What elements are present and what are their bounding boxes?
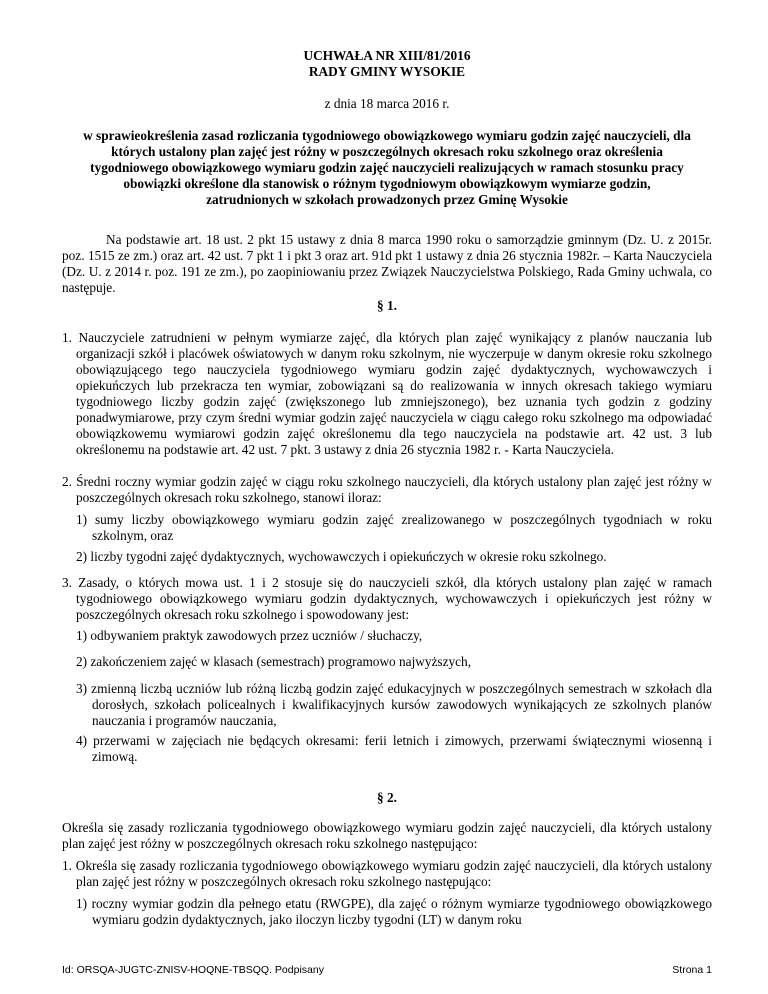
section-1-point-3-item-2: 2) zakończeniem zajęć w klasach (semestrach) programowo najwyższych,	[76, 654, 472, 669]
section-1-point-3: 3. Zasady, o których mowa ust. 1 i 2 stosuje się do nauczycieli szkół, dla których ustalony plan zajęć w ramach tygodniowego obowiązkowego wymiaru godzin dydaktycznych, wychowawczych i opiekuńczych jest różny w poszczególnych okresach roku szkolnego i spowodowany jest:	[62, 575, 712, 622]
resolution-subject: w sprawieokreślenia zasad rozliczania tygodniowego obowiązkowego wymiaru godzin zajęć nauczycieli, dla których ustalony plan zajęć jest różny w poszczególnych okresach roku szkolnego oraz określenia tygodniowego obowiązkowego wymiaru godzin zajęć nauczycieli realizujących w ramach stosunku pracy obowiązki określone dla stanowisk o różnym tygodniowym obowiązkowym wymiarze godzin, zatrudnionych w szkołach prowadzonych przez Gminę Wysokie	[83, 128, 691, 207]
section-1-point-3-item-1: 1) odbywaniem praktyk zawodowych przez uczniów / słuchaczy,	[76, 628, 423, 643]
page-number-footer: Strona 1	[672, 964, 712, 976]
section-1-point-2-item-1: 1) sumy liczby obowiązkowego wymiaru godzin zajęć zrealizowanego w poszczególnych tygodniach w roku szkolnym, oraz	[76, 512, 712, 543]
section-1-point-2-item-2: 2) liczby tygodni zajęć dydaktycznych, wychowawczych i opiekuńczych w okresie roku szkolnego.	[76, 549, 607, 564]
section-1-point-1: 1. Nauczyciele zatrudnieni w pełnym wymiarze zajęć, dla których plan zajęć wynikający z planów nauczania lub organizacji szkół i placówek oświatowych w danym roku szkolnym, nie wyczerpuje w danym okresie roku szkolnego obowiązującego tego nauczyciela tygodniowego wymiaru godzin zajęć dydaktycznych, wychowawczych i opiekuńczych lub przekracza ten wymiar, zobowiązani są do realizowania w innych okresach takiego wymiaru tygodniowego liczby godzin zajęć (zwiększonego lub zmniejszonego), bez uznania tych godzin z godziny ponadwymiarowe, przy czym średni wymiar godzin zajęć nauczyciela w ciągu całego roku szkolnego ma odpowiadać obowiązkowemu wymiarowi godzin zajęć określonemu dla tego nauczyciela na podstawie art. 42 ust. 3 lub określonemu na podstawie art. 42 ust. 7 pkt. 3 ustawy z dnia 26 stycznia 1982 r. - Karta Nauczyciela.	[62, 330, 712, 457]
section-2-point-1: 1. Określa się zasady rozliczania tygodniowego obowiązkowego wymiaru godzin zajęć nauczycieli, dla których ustalony plan zajęć jest różny w poszczególnych okresach roku szkolnego następująco:	[62, 858, 712, 889]
legal-basis-paragraph: Na podstawie art. 18 ust. 2 pkt 15 ustawy z dnia 8 marca 1990 roku o samorządzie gminnym (Dz. U. z 2015r. poz. 1515 ze zm.) oraz art. 42 ust. 7 pkt 1 i pkt 3 oraz art. 91d pkt 1 ustawy z dnia 26 stycznia 1982r. – Karta Nauczyciela (Dz. U. z 2014 r. poz. 191 ze zm.), po zaopiniowaniu przez Związek Nauczycielstwa Polskiego, Rada Gminy uchwala, co następuje.	[62, 232, 712, 295]
council-name: RADY GMINY WYSOKIE	[308, 64, 466, 79]
section-1-point-2: 2. Średni roczny wymiar godzin zajęć w ciągu roku szkolnego nauczycieli, dla których ustalony plan zajęć jest różny w poszczególnych okresach roku szkolnego, stanowi iloraz:	[62, 474, 712, 505]
document-id-footer: Id: ORSQA-JUGTC-ZNISV-HOQNE-TBSQQ. Podpisany	[62, 964, 324, 976]
section-2-intro: Określa się zasady rozliczania tygodniowego obowiązkowego wymiaru godzin zajęć nauczycieli, dla których ustalony plan zajęć jest różny w poszczególnych okresach roku szkolnego następująco:	[62, 820, 712, 851]
section-2-heading: § 2.	[377, 790, 397, 805]
section-1-point-3-item-4: 4) przerwami w zajęciach nie będących okresami: ferii letnich i zimowych, przerwami świątecznymi wiosenną i zimową.	[76, 733, 712, 764]
section-1-heading: § 1.	[377, 298, 397, 313]
resolution-date: z dnia 18 marca 2016 r.	[324, 96, 450, 111]
section-2-point-1-item-1: 1) roczny wymiar godzin dla pełnego etatu (RWGPE), dla zajęć o różnym wymiarze tygodniowego obowiązkowego wymiaru godzin dydaktycznych, jako iloczyn liczby tygodni (LT) w danym roku	[76, 896, 712, 927]
section-1-point-3-item-3: 3) zmienną liczbą uczniów lub różną liczbą godzin zajęć edukacyjnych w poszczególnych semestrach w szkołach dla dorosłych, szkołach policealnych i kwalifikacyjnych kursów zawodowych wynikających ze szkolnych planów nauczania i programów nauczania,	[76, 681, 712, 728]
resolution-title	[62, 48, 712, 80]
resolution-number: UCHWAŁA NR XIII/81/2016	[303, 48, 471, 63]
